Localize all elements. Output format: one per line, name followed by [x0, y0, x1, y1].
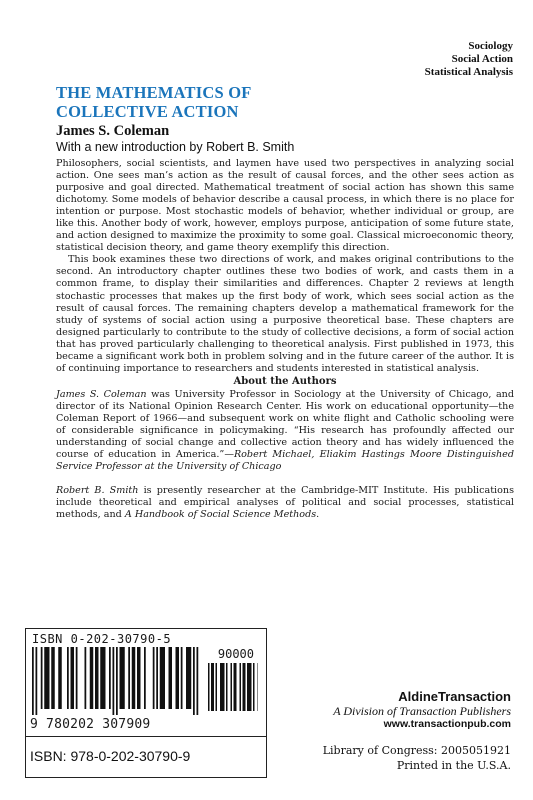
smith-name: Robert B. Smith: [56, 485, 139, 497]
paragraph-gap: [56, 473, 514, 485]
isbn13-box: [25, 736, 267, 778]
about-authors-heading: About the Authors: [233, 375, 337, 387]
price-barcode-icon: [208, 663, 258, 713]
coleman-name: James S. Coleman: [56, 388, 147, 400]
description-paragraph-1: Philosophers, social scientists, and laymen have used two perspectives in analyzing social action. One sees man’s action as the result of causal forces, and the other sees action as purposive and goal directed. Mathematical treatment of social action has shown this same dichotomy. Some models of behavior describe a causal process, in which there is no place for intention or purpose. Most stochastic models of behavior, whether individual or group, are like this. Another body of work, however, employs purpose, anticipation of some future state, and action designed to maximize the proximity to some goal. Classical microeconomic theory, statistical decision theory, and game theory exemplify this direction.: [56, 158, 514, 254]
isbn13-label: ISBN: 978-0-202-30790-9: [30, 748, 191, 764]
coleman-bio: [56, 389, 514, 473]
barcode-icon: [32, 647, 202, 717]
category-social-action: Social Action: [451, 53, 513, 65]
publisher-division: A Division of Transaction Publishers: [333, 704, 511, 718]
library-of-congress: Library of Congress: 2005051921: [322, 744, 511, 757]
introduction-credit: With a new introduction by Robert B. Smith: [56, 140, 295, 154]
smith-bio: [56, 485, 514, 521]
book-title-line-2: COLLECTIVE ACTION: [56, 102, 239, 121]
publisher-name: AldineTransaction: [398, 689, 511, 704]
book-title: [56, 83, 252, 121]
ean-digits: 9 780202 307909: [30, 717, 151, 732]
publisher-block: [333, 689, 511, 731]
smith-book-title: A Handbook of Social Science Methods: [124, 509, 317, 521]
publisher-url: www.transactionpub.com: [383, 718, 511, 730]
coleman-quote-attribution: —Robert Michael, Eliakim Hastings Moore Distinguished Service Professor at the University of Chicago: [56, 449, 514, 473]
description-paragraph-2: This book examines these two directions of work, and makes original contributions to the second. An introductory chapter outlines these two bodies of work, and casts them in a common frame, to display their similarities and differences. Chapter 2 reviews at length stochastic processes that makes up the first body of work, which sees social action as the result of causal forces. The remaining chapters develop a mathematical framework for the study of systems of social action using a purposive theoretical base. These chapters are designed particularly to contribute to the study of collective decisions, a form of social action that has proved particularly challenging to theoretical analysis. First published in 1973, this became a significant work both in problem solving and in the future career of the author. It is of continuing importance to researchers and students interested in statistical analysis.: [56, 254, 514, 374]
description-text: [56, 158, 514, 521]
category-sociology: Sociology: [468, 40, 513, 52]
library-info: [323, 743, 511, 773]
coleman-bio-text: was University Professor in Sociology at the University of Chicago, and director of its National Opinion Research Center. His work on educational opportunity—the Coleman Report of 1966—and subsequent work on white flight and Catholic schooling were of considerable significance in policymaking. “His research has profoundly affected our understanding of social change and collective action theory and has widely influenced the course of education in America.”: [56, 388, 514, 461]
smith-bio-end: .: [316, 509, 320, 521]
category-statistical-analysis: Statistical Analysis: [424, 66, 513, 78]
subject-categories: [425, 40, 513, 79]
isbn10-label: ISBN 0-202-30790-5: [32, 632, 172, 646]
book-title-line-1: THE MATHEMATICS OF: [56, 83, 252, 102]
book-author: James S. Coleman: [56, 123, 170, 139]
smith-bio-text: is presently researcher at the Cambridge-MIT Institute. His publications include theoretical and empirical analyses of political and social processes, statistical methods, and: [56, 485, 514, 521]
price-code: 90000: [217, 647, 254, 661]
barcode-panel: [25, 628, 267, 738]
printed-in: Printed in the U.S.A.: [396, 759, 511, 772]
